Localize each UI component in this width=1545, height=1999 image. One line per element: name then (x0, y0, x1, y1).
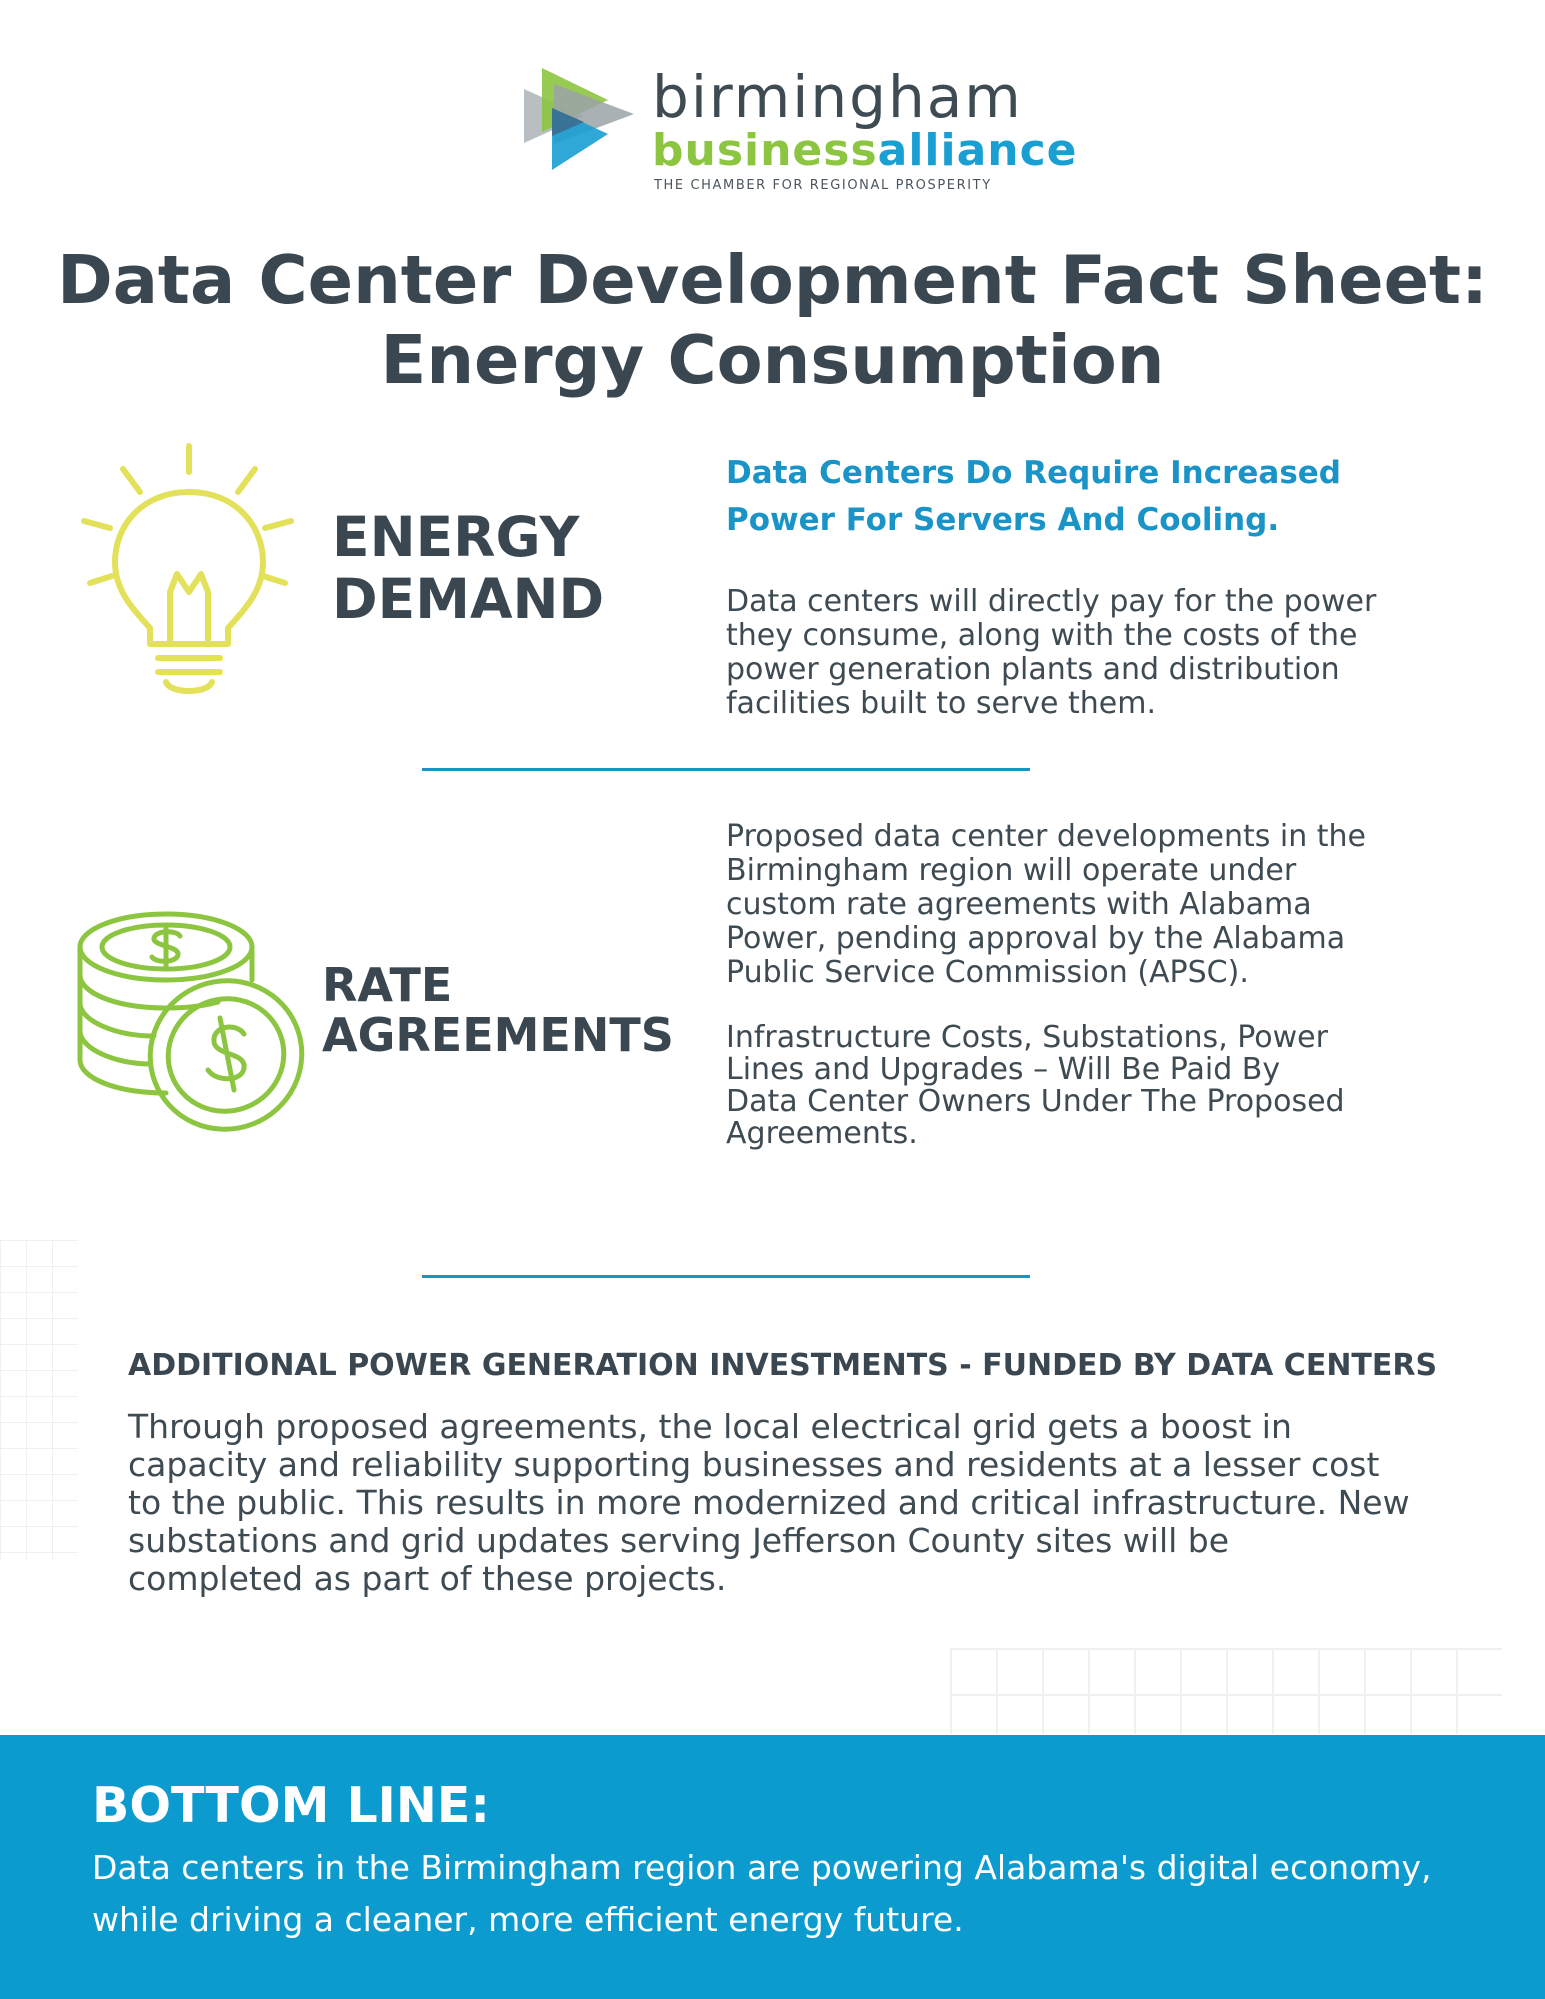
energy-body-line2: they consume, along with the costs of the (726, 618, 1358, 653)
additional-line2: capacity and reliability supporting businesses and residents at a lesser cost (128, 1445, 1380, 1484)
energy-heading-line2: DEMAND (332, 567, 605, 631)
logo-business-alliance-text (652, 124, 1078, 178)
rate-p1-line4: Power, pending approval by the Alabama (726, 921, 1346, 956)
rate-p2-line4: Agreements. (726, 1116, 918, 1151)
logo-mark-icon (524, 64, 634, 174)
energy-subheading-line1: Data Centers Do Require Increased (726, 455, 1341, 491)
energy-subheading (726, 450, 1426, 544)
energy-demand-heading (332, 506, 604, 630)
section-divider-1 (422, 768, 1030, 771)
additional-line1: Through proposed agreements, the local electrical grid gets a boost in (128, 1407, 1292, 1446)
rate-heading-line1: RATE (322, 958, 453, 1012)
section-divider-2 (422, 1275, 1030, 1278)
energy-subheading-line2: Power For Servers And Cooling. (726, 502, 1280, 538)
bottom-line1: Data centers in the Birmingham region are powering Alabama's digital economy, (92, 1848, 1432, 1887)
rate-p2-line1: Infrastructure Costs, Substations, Power (726, 1020, 1328, 1055)
page-title-line1: Data Center Development Fact Sheet: (57, 241, 1488, 319)
grid-decoration-left (0, 1240, 78, 1560)
grid-decoration-right (950, 1648, 1502, 1734)
rate-heading-line2: AGREEMENTS (322, 1008, 674, 1062)
logo-alliance-word: alliance (877, 125, 1078, 176)
page-title-line2: Energy Consumption (380, 321, 1165, 399)
additional-line3: to the public. This results in more modernized and critical infrastructure. New (128, 1483, 1410, 1522)
logo-business-word: business (652, 125, 878, 176)
bottom-line-text (92, 1842, 1492, 1946)
energy-body-text (726, 585, 1456, 721)
additional-investments-body (128, 1408, 1448, 1598)
rate-paragraph-2 (726, 1022, 1456, 1150)
additional-line4: substations and grid updates serving Jefferson County sites will be (128, 1521, 1230, 1560)
rate-agreements-heading (322, 960, 674, 1060)
rate-p2-line2: Lines and Upgrades – Will Be Paid By (726, 1052, 1281, 1087)
coins-icon (76, 910, 306, 1135)
rate-p1-line1: Proposed data center developments in the (726, 819, 1367, 854)
rate-paragraph-1 (726, 820, 1456, 990)
rate-p2-line3: Data Center Owners Under The Proposed (726, 1084, 1345, 1119)
logo-birmingham-text: birmingham (652, 63, 1023, 131)
additional-investments-heading: ADDITIONAL POWER GENERATION INVESTMENTS - FUNDED BY DATA CENTERS (128, 1348, 1438, 1383)
logo-tagline: THE CHAMBER FOR REGIONAL PROSPERITY (654, 178, 992, 193)
rate-p1-line5: Public Service Commission (APSC). (726, 955, 1249, 990)
lightbulb-icon (80, 442, 295, 697)
page-title (0, 240, 1545, 400)
energy-body-line1: Data centers will directly pay for the power (726, 584, 1377, 619)
bottom-line2: while driving a cleaner, more efficient energy future. (92, 1900, 964, 1939)
energy-body-line4: facilities built to serve them. (726, 686, 1157, 721)
rate-p1-line2: Birmingham region will operate under (726, 853, 1297, 888)
energy-heading-line1: ENERGY (332, 505, 580, 569)
rate-p1-line3: custom rate agreements with Alabama (726, 887, 1312, 922)
bottom-line-heading: BOTTOM LINE: (92, 1777, 490, 1834)
energy-body-line3: power generation plants and distribution (726, 652, 1340, 687)
additional-line5: completed as part of these projects. (128, 1559, 727, 1598)
